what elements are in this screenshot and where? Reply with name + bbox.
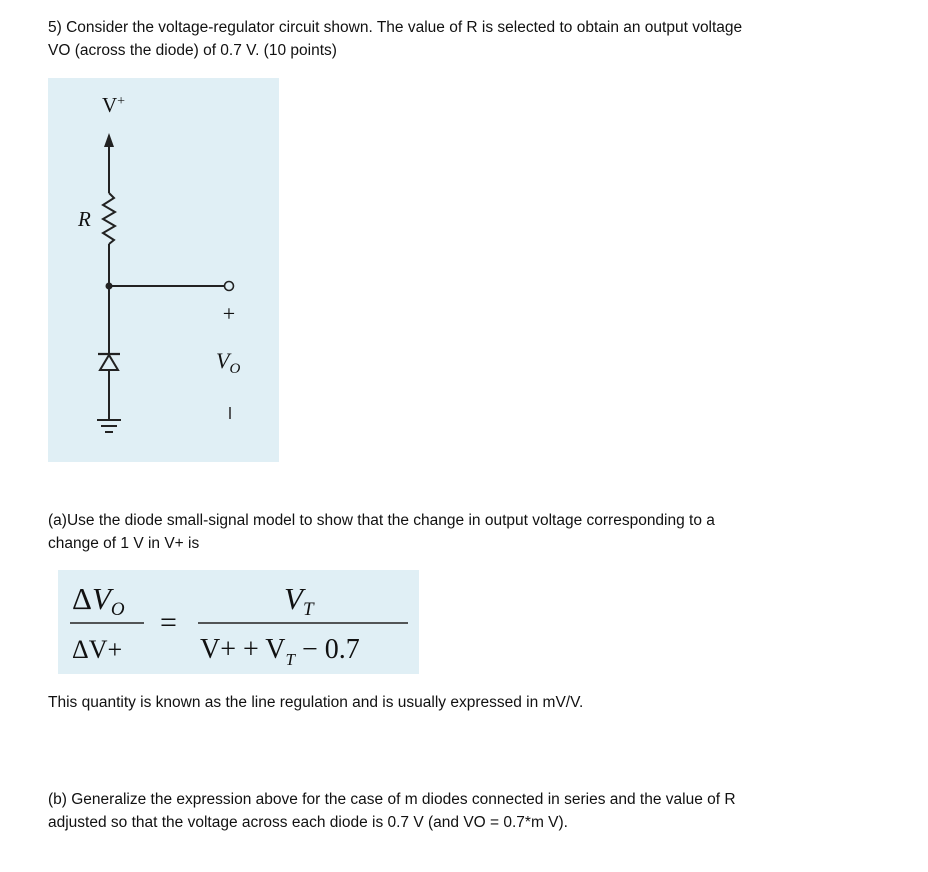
question-text bbox=[48, 16, 742, 62]
part-b-text bbox=[48, 788, 736, 834]
supply-label: V+ bbox=[102, 93, 126, 117]
part-b-line-1: (b) Generalize the expression above for the case of m diodes connected in series and the value of R bbox=[48, 791, 736, 808]
line-regulation-text bbox=[48, 691, 583, 714]
question-line-1: 5) Consider the voltage-regulator circuit shown. The value of R is selected to obtain an output voltage bbox=[48, 19, 743, 36]
formula-left-denominator: ΔV+ bbox=[72, 635, 123, 664]
part-b-line-2: adjusted so that the voltage across each diode is 0.7 V (and VO = 0.7*m V). bbox=[48, 814, 568, 831]
output-plus-sign: + bbox=[222, 301, 236, 326]
formula-right-denominator: $V+ + V_T - 0.7$ bbox=[200, 634, 360, 669]
formula-equals-sign: = bbox=[160, 606, 177, 639]
question-line-2: VO (across the diode) of 0.7 V. (10 points) bbox=[48, 42, 337, 59]
resistor-label: R bbox=[78, 207, 91, 231]
circuit-background bbox=[48, 78, 279, 462]
output-voltage-label: $V_O$ bbox=[216, 348, 241, 377]
part-a-text bbox=[48, 509, 715, 555]
voltage-regulator-circuit bbox=[48, 78, 279, 462]
line-regulation-formula bbox=[58, 570, 419, 674]
output-terminal bbox=[225, 282, 234, 291]
part-a-line-2: change of 1 V in V+ is bbox=[48, 535, 200, 552]
formula-left-numerator: ΔVO bbox=[72, 581, 125, 620]
line-regulation-line: This quantity is known as the line regulation and is usually expressed in mV/V. bbox=[48, 694, 584, 711]
part-a-line-1: (a)Use the diode small-signal model to show that the change in output voltage corresponding to a bbox=[48, 512, 715, 529]
formula-right-numerator: VT bbox=[284, 581, 314, 620]
